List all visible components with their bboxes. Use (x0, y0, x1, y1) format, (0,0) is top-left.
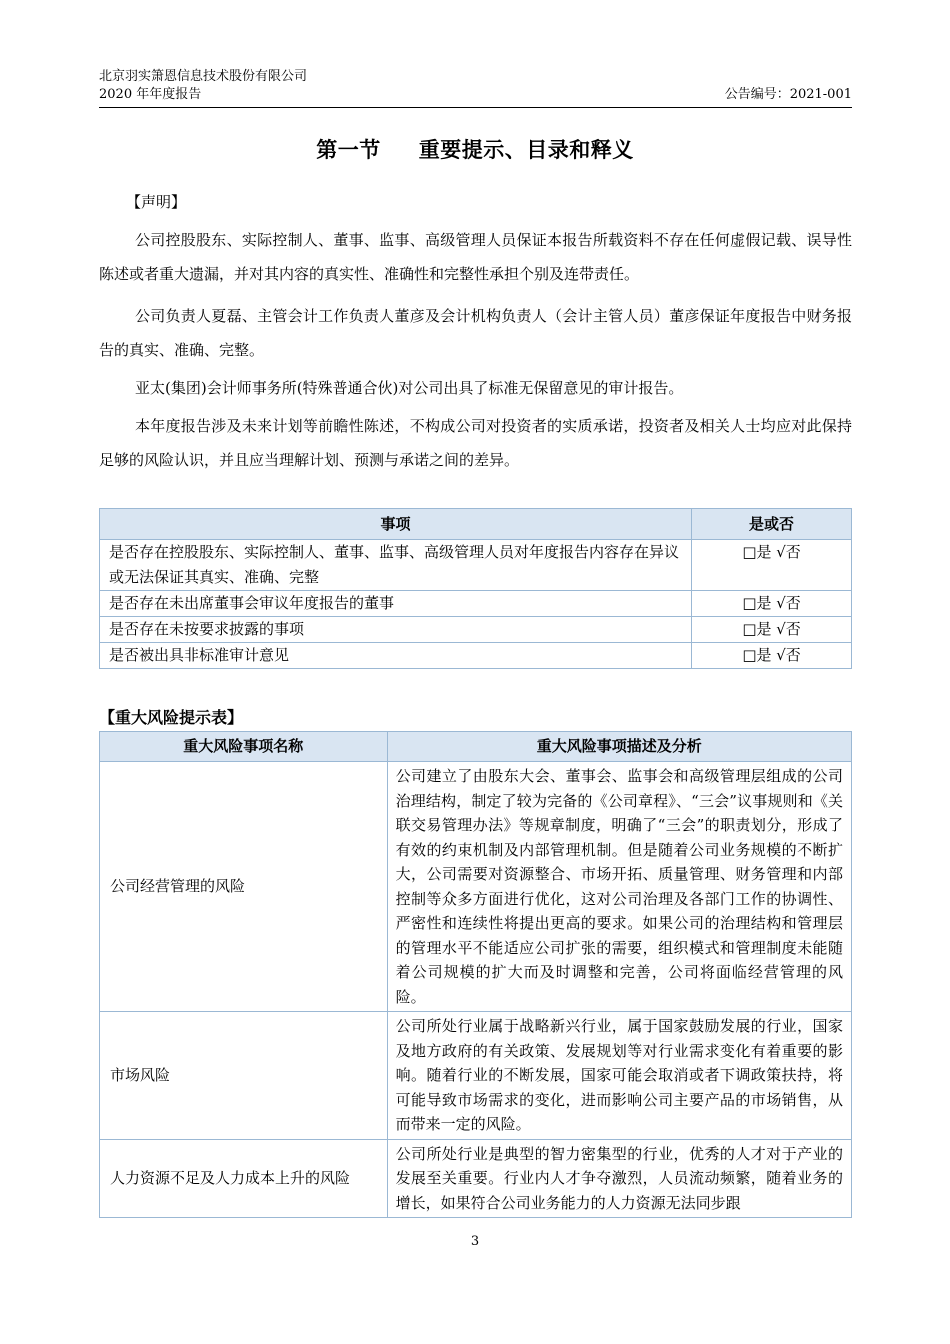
table-header-row (100, 732, 852, 762)
declaration-label: 【声明】 (126, 193, 187, 211)
matter-answer: □是 √否 (692, 643, 852, 669)
matter-answer: □是 √否 (692, 540, 852, 591)
table-row (100, 643, 852, 669)
statement-paragraph: 公司负责人夏磊、主管会计工作负责人董彦及会计机构负责人（会计主管人员）董彦保证年度报告中财务报告的真实、准确、完整。 (99, 307, 852, 359)
risk-description: 公司所处行业属于战略新兴行业，属于国家鼓励发展的行业，国家及地方政府的有关政策、发展规划等对行业需求变化有着重要的影响。随着行业的不断发展，国家可能会取消或者下调政策扶持，将可能导致市场需求的变化，进而影响公司主要产品的市场销售，从而带来一定的风险。 (387, 1012, 851, 1140)
table-row (100, 1139, 852, 1218)
column-header: 重大风险事项描述及分析 (387, 732, 851, 762)
matter-answer: □是 √否 (692, 617, 852, 643)
matter-item: 是否存在未按要求披露的事项 (100, 617, 692, 643)
statement-paragraph: 本年度报告涉及未来计划等前瞻性陈述，不构成公司对投资者的实质承诺，投资者及相关人士均应对此保持足够的风险认识，并且应当理解计划、预测与承诺之间的差异。 (99, 417, 852, 469)
page-header (99, 68, 852, 104)
statement-body (99, 223, 852, 477)
risk-name: 市场风险 (100, 1012, 388, 1140)
matter-answer: □是 √否 (692, 591, 852, 617)
header-divider (99, 107, 852, 108)
risk-name: 人力资源不足及人力成本上升的风险 (100, 1139, 388, 1218)
company-name: 北京羽实箫恩信息技术股份有限公司 (99, 69, 308, 84)
matter-item: 是否存在未出席董事会审议年度报告的董事 (100, 591, 692, 617)
risk-name: 公司经营管理的风险 (100, 762, 388, 1012)
section-title: 重要提示、目录和释义 (418, 137, 634, 162)
table-row (100, 617, 852, 643)
table-row (100, 591, 852, 617)
matter-item: 是否被出具非标准审计意见 (100, 643, 692, 669)
page-number: 3 (470, 1234, 480, 1249)
section-number: 第一节 (316, 137, 381, 162)
column-header: 事项 (100, 509, 692, 540)
statement-paragraph: 公司控股股东、实际控制人、董事、监事、高级管理人员保证本报告所载资料不存在任何虚假记载、误导性陈述或者重大遗漏，并对其内容的真实性、准确性和完整性承担个别及连带责任。 (99, 231, 852, 283)
table-row (100, 762, 852, 1012)
statement-paragraph: 亚太(集团)会计师事务所(特殊普通合伙)对公司出具了标准无保留意见的审计报告。 (135, 379, 684, 397)
table-row (100, 1012, 852, 1140)
section-heading (0, 133, 950, 167)
matters-table (99, 508, 852, 669)
risk-table (99, 731, 852, 1218)
table-header-row (100, 509, 852, 540)
notice-number: 公告编号：2021-001 (724, 87, 852, 102)
risk-table-title: 【重大风险提示表】 (99, 708, 244, 727)
column-header: 重大风险事项名称 (100, 732, 388, 762)
report-name: 2020 年年度报告 (99, 87, 202, 102)
table-row (100, 540, 852, 591)
risk-description: 公司建立了由股东大会、董事会、监事会和高级管理层组成的公司治理结构，制定了较为完备的《公司章程》、“三会”议事规则和《关联交易管理办法》等规章制度，明确了“三会”的职责划分，形成了有效的约束机制及内部管理机制。但是随着公司业务规模的不断扩大，公司需要对资源整合、市场开拓、质量管理、财务管理和内部控制等众多方面进行优化，这对公司治理及各部门工作的协调性、严密性和连续性将提出更高的要求。如果公司的治理结构和管理层的管理水平不能适应公司扩张的需要，组织模式和管理制度未能随着公司规模的扩大而及时调整和完善，公司将面临经营管理的风险。 (387, 762, 851, 1012)
matter-item: 是否存在控股股东、实际控制人、董事、监事、高级管理人员对年度报告内容存在异议或无法保证其真实、准确、完整 (100, 540, 692, 591)
column-header: 是或否 (692, 509, 852, 540)
risk-description: 公司所处行业是典型的智力密集型的行业，优秀的人才对于产业的发展至关重要。行业内人才争夺激烈，人员流动频繁，随着业务的增长，如果符合公司业务能力的人力资源无法同步跟 (387, 1139, 851, 1218)
